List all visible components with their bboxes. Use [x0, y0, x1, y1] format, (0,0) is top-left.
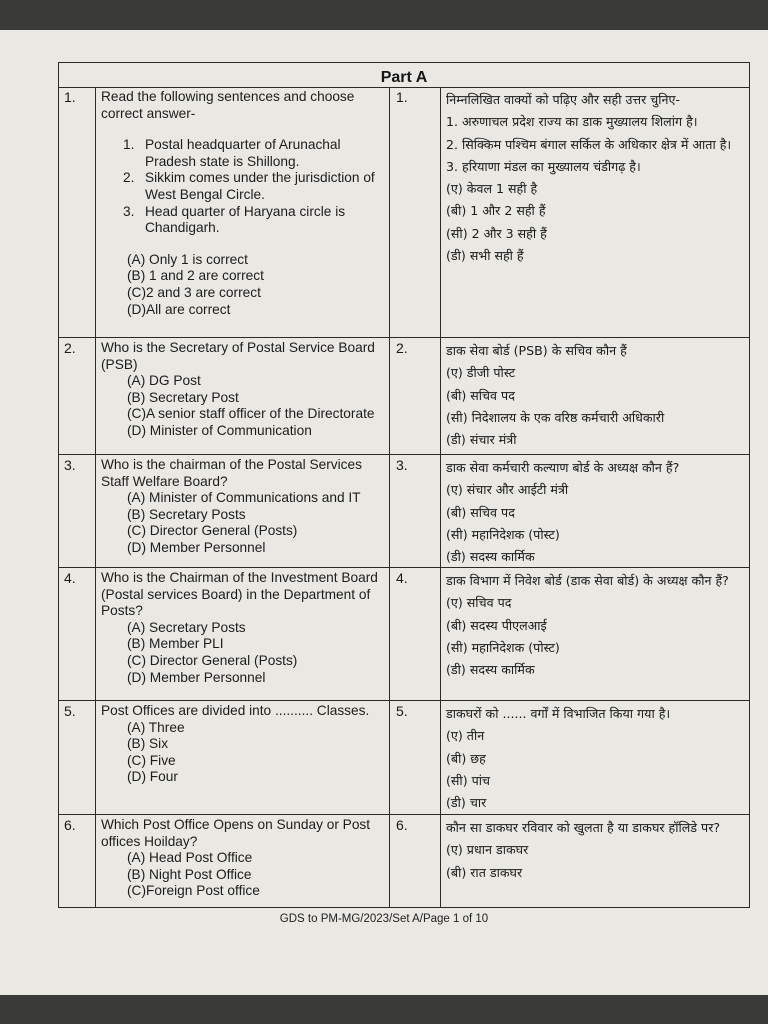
question-number: 4.: [64, 570, 76, 586]
statement-2-hindi: 2. सिक्किम पश्चिम बंगाल सर्किल के अधिकार क्षेत्र में आता है।: [446, 136, 732, 152]
statement-3-hindi: 3. हरियाणा मंडल का मुख्यालय चंडीगढ़ है।: [446, 158, 641, 174]
question-english: [101, 703, 383, 786]
question-text: Who is the Secretary of Postal Service Board (PSB): [101, 340, 375, 372]
question-row-3: [59, 455, 749, 568]
exam-page: [0, 30, 768, 995]
question-english: [101, 570, 383, 686]
option-c: (C)2 and 3 are correct: [127, 284, 261, 300]
question-number-hindi: 2.: [396, 340, 408, 356]
question-row-6: [59, 815, 749, 907]
option-a-hindi: (ए) प्रधान डाकघर: [446, 842, 529, 858]
question-hindi: [446, 89, 748, 267]
option-a: (A) Secretary Posts: [127, 619, 246, 635]
question-hindi: [446, 570, 748, 681]
option-c: (C) Director General (Posts): [127, 523, 298, 539]
statement-1-hindi: 1. अरुणाचल प्रदेश राज्य का डाक मुख्यालय शिलांग है।: [446, 114, 698, 130]
option-c-hindi: (सी) निदेशालय के एक वरिष्ठ कर्मचारी अधिकारी: [446, 409, 665, 425]
option-b-hindi: (बी) सचिव पद: [446, 504, 515, 520]
option-b: (B) 1 and 2 are correct: [127, 268, 264, 284]
option-c-hindi: (सी) पांच: [446, 772, 491, 788]
statement-1: 1. Postal headquarter of Arunachal Pradesh state is Shillong.: [123, 137, 341, 169]
question-row-4: [59, 568, 749, 701]
statement-2: 2. Sikkim comes under the jurisdiction of West Bengal Circle.: [123, 170, 375, 202]
question-number: 1.: [64, 89, 76, 105]
part-title: Part A: [59, 63, 749, 88]
question-number-hindi: 3.: [396, 457, 408, 473]
option-d: (D) Member Personnel: [127, 539, 266, 555]
option-a: (A) DG Post: [127, 373, 201, 389]
question-hindi: [446, 817, 748, 884]
question-hindi: [446, 457, 748, 568]
option-b-hindi: (बी) 1 और 2 सही हैं: [446, 203, 546, 219]
question-hindi: [446, 703, 748, 814]
question-text-hindi: कौन सा डाकघर रविवार को खुलता है या डाकघर हॉलिडे पर?: [446, 820, 721, 835]
option-a-hindi: (ए) तीन: [446, 728, 485, 744]
option-c: (C) Five: [127, 752, 176, 768]
option-c: (C)Foreign Post office: [127, 883, 260, 899]
option-b: (B) Secretary Posts: [127, 506, 246, 522]
question-number-hindi: 1.: [396, 89, 408, 105]
question-number: 6.: [64, 817, 76, 833]
option-d-hindi: (डी) सभी सही हैं: [446, 248, 524, 264]
question-text: Who is the Chairman of the Investment Board (Postal services Board) in the Department of Posts?: [101, 570, 378, 619]
question-text: Post Offices are divided into .......... Classes.: [101, 703, 370, 718]
option-b: (B) Member PLI: [127, 636, 224, 652]
question-text-hindi: डाक सेवा बोर्ड (PSB) के सचिव कौन हैं: [446, 343, 627, 358]
option-c-hindi: (सी) महानिदेशक (पोस्ट): [446, 526, 560, 542]
option-d-hindi: (डी) संचार मंत्री: [446, 432, 517, 448]
option-a-hindi: (ए) सचिव पद: [446, 595, 512, 611]
question-text-hindi: डाकघरों को ...... वर्गों में विभाजित किया गया है।: [446, 706, 671, 721]
option-d: (D) Minister of Communication: [127, 422, 312, 438]
question-text: Read the following sentences and choose correct answer-: [101, 89, 355, 121]
question-english: [101, 89, 383, 318]
option-a-hindi: (ए) डीजी पोस्ट: [446, 365, 516, 381]
question-number: 2.: [64, 340, 76, 356]
option-b-hindi: (बी) सदस्य पीएलआई: [446, 617, 547, 633]
question-english: [101, 817, 383, 900]
statement-3: 3. Head quarter of Haryana circle is Chandigarh.: [123, 203, 346, 236]
option-b: (B) Secretary Post: [127, 389, 239, 405]
option-d-hindi: (डी) सदस्य कार्मिक: [446, 662, 535, 678]
question-row-5: [59, 701, 749, 815]
question-text: Which Post Office Opens on Sunday or Post offices Hoilday?: [101, 817, 371, 849]
option-c-hindi: (सी) महानिदेशक (पोस्ट): [446, 639, 560, 655]
option-d: (D) Member Personnel: [127, 669, 266, 685]
question-number: 3.: [64, 457, 76, 473]
question-text-hindi: डाक विभाग में निवेश बोर्ड (डाक सेवा बोर्ड) के अध्यक्ष कौन हैं?: [446, 573, 729, 588]
option-a: (A) Head Post Office: [127, 850, 253, 866]
question-table: [58, 62, 750, 908]
option-d-hindi: (डी) सदस्य कार्मिक: [446, 549, 535, 565]
option-c: (C) Director General (Posts): [127, 652, 298, 668]
question-row-2: [59, 338, 749, 455]
question-number-hindi: 6.: [396, 817, 408, 833]
question-text: Who is the chairman of the Postal Services Staff Welfare Board?: [101, 457, 362, 489]
option-c-hindi: (सी) 2 और 3 सही हैं: [446, 225, 547, 241]
question-english: [101, 340, 383, 440]
question-number-hindi: 4.: [396, 570, 408, 586]
question-text-hindi: डाक सेवा कर्मचारी कल्याण बोर्ड के अध्यक्ष कौन हैं?: [446, 460, 680, 475]
option-b: (B) Night Post Office: [127, 866, 252, 882]
option-b-hindi: (बी) छह: [446, 750, 486, 766]
option-b-hindi: (बी) रात डाकघर: [446, 864, 523, 880]
option-d-hindi: (डी) चार: [446, 795, 487, 811]
question-number: 5.: [64, 703, 76, 719]
option-a: (A) Only 1 is correct: [127, 251, 248, 267]
option-a-hindi: (ए) केवल 1 सही है: [446, 181, 538, 197]
question-row-1: [59, 87, 749, 338]
option-d: (D)All are correct: [127, 301, 231, 317]
question-number-hindi: 5.: [396, 703, 408, 719]
question-hindi: [446, 340, 748, 451]
option-a: (A) Minister of Communications and IT: [127, 490, 361, 506]
option-a-hindi: (ए) संचार और आईटी मंत्री: [446, 482, 569, 498]
question-text-hindi: निम्नलिखित वाक्यों को पढ़िए और सही उत्तर चुनिए-: [446, 92, 681, 107]
option-b: (B) Six: [127, 736, 169, 752]
option-a: (A) Three: [127, 719, 185, 735]
question-english: [101, 457, 383, 557]
option-d: (D) Four: [127, 769, 178, 785]
option-b-hindi: (बी) सचिव पद: [446, 387, 515, 403]
option-c: (C)A senior staff officer of the Directorate: [127, 406, 375, 422]
page-footer: GDS to PM-MG/2023/Set A/Page 1 of 10: [279, 913, 489, 925]
